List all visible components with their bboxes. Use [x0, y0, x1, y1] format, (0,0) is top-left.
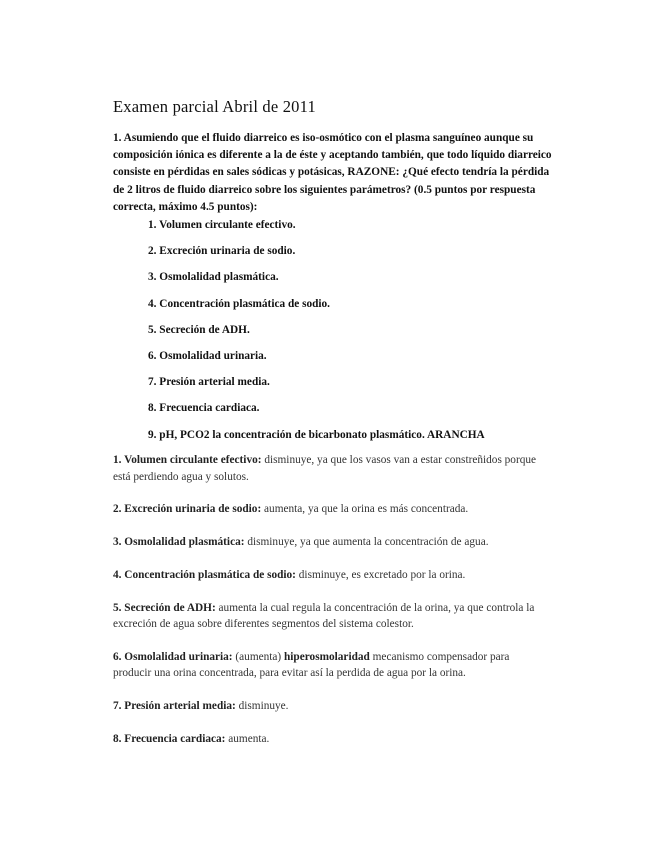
answer-label: 2. Excreción urinaria de sodio:	[113, 503, 262, 516]
answer-item	[113, 698, 548, 715]
answer-item	[113, 501, 548, 518]
parameter-item: 9. pH, PCO2 la concentración de bicarbonato plasmático. ARANCHA	[148, 428, 485, 441]
parameter-item: 8. Frecuencia cardiaca.	[148, 402, 260, 415]
parameter-item: 2. Excreción urinaria de sodio.	[148, 245, 296, 258]
answer-item	[113, 567, 548, 584]
parameter-item: 3. Osmolalidad plasmática.	[148, 271, 279, 284]
parameter-item: 5. Secreción de ADH.	[148, 323, 250, 336]
answer-item	[113, 649, 548, 682]
answer-label: 4. Concentración plasmática de sodio:	[113, 568, 296, 581]
answer-label: 3. Osmolalidad plasmática:	[113, 536, 245, 549]
answer-text: (aumenta)	[232, 650, 285, 663]
exam-title: Examen parcial Abril de 2011	[113, 97, 316, 116]
answer-emphasis: hiperosmolaridad	[284, 650, 370, 663]
answer-text: disminuye, ya que los vasos van a estar constreñidos porque está perdiendo agua y solutos.	[113, 454, 537, 483]
answer-item	[113, 600, 548, 633]
parameter-item: 4. Concentración plasmática de sodio.	[148, 297, 331, 310]
answer-text: aumenta la cual regula la concentración de la orina, ya que controla la excreción de agua sobre diferentes segmentos del sistema colestor.	[113, 601, 535, 631]
answer-label: 8. Frecuencia cardiaca:	[113, 733, 226, 746]
answer-label: 5. Secreción de ADH:	[113, 601, 216, 614]
parameter-item: 7. Presión arterial media.	[148, 376, 270, 389]
answer-item	[113, 452, 548, 485]
answer-text: aumenta.	[225, 733, 270, 746]
answer-list	[113, 452, 548, 764]
answer-label: 6. Osmolalidad urinaria:	[113, 650, 233, 663]
answer-text-continued: mecanismo compensador para producir una orina concentrada, para evitar así la perdida de agua por la orina.	[113, 650, 510, 680]
answer-text: disminuye, es excretado por la orina.	[295, 568, 466, 581]
answer-label: 1. Volumen circulante efectivo:	[113, 454, 262, 466]
parameter-item: 1. Volumen circulante efectivo.	[148, 219, 296, 231]
question-1-prompt: 1. Asumiendo que el fluido diarreico es iso-osmótico con el plasma sanguíneo aunque su composición iónica es diferente a la de éste y aceptando también, que todo líquido diarreico consiste en pérdidas en sales sódicas y potásicas, RAZONE: ¿Qué efecto tendría la pérdida de 2 litros de fluido diarreico sobre los siguientes parámetros? (0.5 puntos por respuesta correcta, máximo 4.5 puntos):	[113, 132, 552, 213]
answer-text: disminuye.	[235, 700, 289, 713]
answer-item	[113, 731, 548, 748]
answer-text: disminuye, ya que aumenta la concentración de agua.	[244, 536, 489, 549]
parameter-item: 6. Osmolalidad urinaria.	[148, 349, 267, 362]
parameter-list	[148, 217, 485, 453]
answer-text: aumenta, ya que la orina es más concentrada.	[261, 503, 469, 516]
answer-item	[113, 534, 548, 551]
answer-label: 7. Presión arterial media:	[113, 700, 236, 713]
